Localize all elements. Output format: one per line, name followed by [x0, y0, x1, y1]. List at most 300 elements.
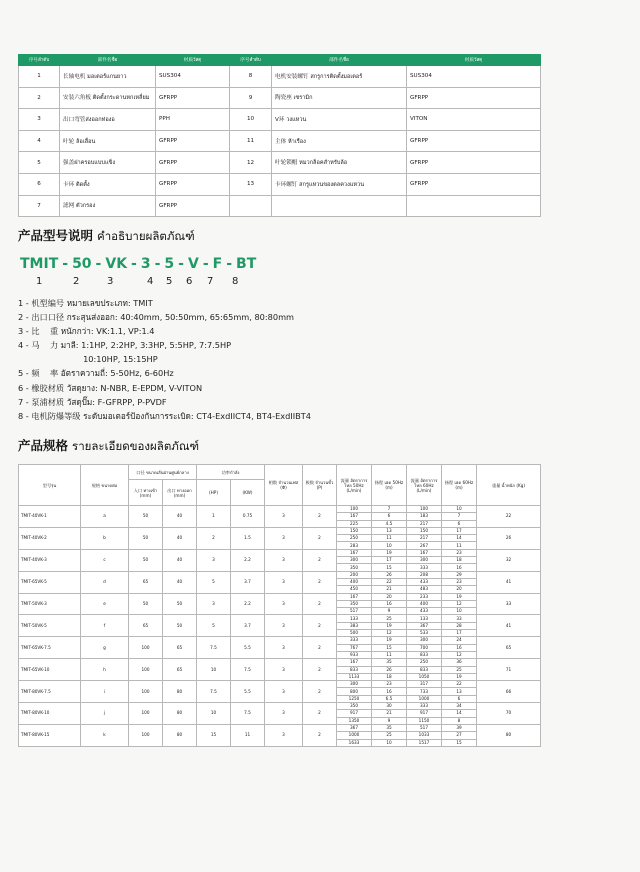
- spec-head60: 17: [442, 527, 477, 534]
- spec-head50: 9: [372, 608, 407, 615]
- code-part: BT: [236, 256, 257, 272]
- spec-flow60: 733: [407, 688, 442, 695]
- spec-head50: 15: [372, 564, 407, 571]
- spec-kw: 2.2: [231, 549, 265, 571]
- spec-header-weight: 重量 น้ำหนัก (Kg): [477, 465, 541, 506]
- spec-flow60: 317: [407, 681, 442, 688]
- part-material: GFRPP: [407, 173, 541, 195]
- spec-flow50: 250: [337, 535, 372, 542]
- spec-head50: 25: [372, 615, 407, 622]
- part-material: SUS304: [156, 66, 230, 88]
- spec-line: 8 - 电机防爆等级 ระดับมอเตอร์ป้องกันการระเบิด: CT4-ExdIICT4, BT4-ExdIIBT4: [18, 410, 311, 421]
- spec-head60: 17: [442, 630, 477, 637]
- spec-header-flow50: 流量 อัตราการไหล 50Hz (L/min): [337, 465, 372, 506]
- part-material: VITON: [407, 109, 541, 131]
- spec-flow50: 517: [337, 608, 372, 615]
- spec-kw: 2.2: [231, 593, 265, 615]
- model-code: [18, 256, 258, 272]
- spec-flow60: 300: [407, 637, 442, 644]
- spec-row: [19, 506, 541, 513]
- spec-model: TMIT-65VK-10: [19, 659, 81, 681]
- spec-head50: 26: [372, 666, 407, 673]
- spec-line: 7 - 泵浦材质 วัสดุปั๊ม: F-GFRPP, P-PVDF: [18, 396, 167, 407]
- spec-head60: 20: [442, 586, 477, 593]
- part-number: 13: [230, 173, 272, 195]
- spec-outlet: 65: [163, 659, 197, 681]
- spec-line: 2 - 出口口径 กระสุนส่งออก: 40:40mm, 50:50mm, 65:65mm, 80:80mm: [18, 312, 295, 323]
- parts-row: [19, 152, 541, 174]
- part-number: 9: [230, 87, 272, 109]
- spec-flow60: 1033: [407, 732, 442, 739]
- spec-head60: 28: [442, 622, 477, 629]
- part-number: 1: [19, 66, 60, 88]
- part-name: 陶瓷座 เซรามิก: [272, 87, 407, 109]
- spec-phase: 3: [265, 615, 303, 637]
- code-part: VK: [105, 256, 128, 272]
- code-separator: -: [178, 256, 184, 272]
- part-material: GFRPP: [407, 130, 541, 152]
- spec-flow60: 267: [407, 542, 442, 549]
- spec-model: TMIT-50VK-3: [19, 593, 81, 615]
- part-number: 6: [19, 173, 60, 195]
- spec-kw: 0.75: [231, 506, 265, 528]
- spec-head60: 36: [442, 659, 477, 666]
- spec-inlet: 50: [129, 593, 163, 615]
- spec-head50: 16: [372, 688, 407, 695]
- spec-size: i: [81, 681, 129, 703]
- part-number: 12: [230, 152, 272, 174]
- spec-hp: 10: [197, 703, 231, 725]
- part-name: 卡环 ติดตั้ง: [60, 173, 156, 195]
- part-name: 长轴电机 มอเตอร์แกนยาว: [60, 66, 156, 88]
- header-material: 材质วัสดุ: [156, 55, 230, 66]
- spec-model: TMIT-40VK-2: [19, 527, 81, 549]
- part-material: GFRPP: [407, 152, 541, 174]
- spec-head50: 4.5: [372, 520, 407, 527]
- spec-model: TMIT-50VK-5: [19, 615, 81, 637]
- spec-header-outlet: 出口 ทางออก (mm): [163, 480, 197, 506]
- spec-inlet: 65: [129, 571, 163, 593]
- spec-row: [19, 549, 541, 556]
- part-name: [272, 195, 407, 217]
- spec-head50: 18: [372, 673, 407, 680]
- spec-head60: 19: [442, 673, 477, 680]
- spec-outlet: 40: [163, 571, 197, 593]
- spec-size: b: [81, 527, 129, 549]
- spec-flow50: 167: [337, 549, 372, 556]
- spec-weight: 41: [477, 615, 541, 637]
- spec-head60: 34: [442, 703, 477, 710]
- spec-phase: 3: [265, 506, 303, 528]
- spec-flow60: 517: [407, 724, 442, 731]
- spec-header-model: 型号รุ่น: [19, 465, 81, 506]
- spec-head50: 11: [372, 651, 407, 658]
- spec-head60: 8: [442, 717, 477, 724]
- spec-row: [19, 681, 541, 688]
- spec-head60: 12: [442, 651, 477, 658]
- spec-row: [19, 637, 541, 644]
- spec-flow60: 833: [407, 666, 442, 673]
- spec-phase: 3: [265, 659, 303, 681]
- spec-flow50: 450: [337, 586, 372, 593]
- spec-flow60: 233: [407, 593, 442, 600]
- spec-flow60: 100: [407, 506, 442, 513]
- spec-weight: 22: [477, 506, 541, 528]
- spec-poles: 2: [303, 615, 337, 637]
- spec-head60: 18: [442, 557, 477, 564]
- spec-header-flow60: 流量 อัตราการไหล 60Hz (L/min): [407, 465, 442, 506]
- spec-row: [19, 659, 541, 666]
- part-name: V环 วงแหวน: [272, 109, 407, 131]
- spec-head60: 25: [442, 666, 477, 673]
- spec-phase: 3: [265, 703, 303, 725]
- part-number: 10: [230, 109, 272, 131]
- spec-flow50: 400: [337, 578, 372, 585]
- spec-outlet: 40: [163, 527, 197, 549]
- spec-outlet: 65: [163, 637, 197, 659]
- spec-flow50: 133: [337, 615, 372, 622]
- spec-flow50: 200: [337, 571, 372, 578]
- parts-row: [19, 87, 541, 109]
- spec-head50: 6.5: [372, 695, 407, 702]
- code-separator: -: [226, 256, 233, 272]
- code-number: 4: [147, 276, 154, 287]
- spec-outlet: 80: [163, 681, 197, 703]
- spec-inlet: 100: [129, 703, 163, 725]
- spec-kw: 1.5: [231, 527, 265, 549]
- spec-line: 1 - 机型编号 หมายเลขประเภท: TMIT: [18, 298, 153, 308]
- part-material: SUS304: [407, 66, 541, 88]
- spec-row: [19, 703, 541, 710]
- part-number: 8: [230, 66, 272, 88]
- spec-weight: 71: [477, 659, 541, 681]
- spec-head60: 6: [442, 695, 477, 702]
- parts-row: [19, 109, 541, 131]
- spec-size: c: [81, 549, 129, 571]
- header-material: 材质วัสดุ: [407, 55, 541, 66]
- part-name: 滤网 ตัวกรอง: [60, 195, 156, 217]
- spec-hp: 5: [197, 571, 231, 593]
- spec-flow60: 133: [407, 615, 442, 622]
- part-number: 2: [19, 87, 60, 109]
- spec-flow50: 167: [337, 593, 372, 600]
- spec-hp: 1: [197, 506, 231, 528]
- spec-poles: 2: [303, 637, 337, 659]
- spec-line: 3 - 比 重 หนักกว่า: VK:1.1, VP:1.4: [18, 326, 155, 337]
- spec-flow50: 350: [337, 703, 372, 710]
- spec-hp: 3: [197, 593, 231, 615]
- spec-size: g: [81, 637, 129, 659]
- spec-head50: 25: [372, 732, 407, 739]
- spec-flow50: 367: [337, 724, 372, 731]
- spec-flow60: 150: [407, 527, 442, 534]
- part-material: GFRPP: [156, 152, 230, 174]
- spec-line: 10:10HP, 15:15HP: [18, 354, 158, 365]
- spec-flow50: 917: [337, 710, 372, 717]
- code-separator: -: [202, 256, 209, 272]
- spec-head60: 14: [442, 535, 477, 542]
- spec-head60: 10: [442, 608, 477, 615]
- spec-poles: 2: [303, 571, 337, 593]
- spec-head60: 6: [442, 520, 477, 527]
- model-title-cn: 产品型号说明: [18, 228, 94, 243]
- spec-flow60: 250: [407, 659, 442, 666]
- header-no: 序号ลำดับ: [19, 55, 60, 66]
- spec-flow50: 350: [337, 600, 372, 607]
- code-number: 5: [166, 276, 173, 287]
- spec-phase: 3: [265, 681, 303, 703]
- spec-head50: 11: [372, 535, 407, 542]
- spec-header-poles: 极数 จำนวนขั้ว (P): [303, 465, 337, 506]
- spec-flow60: 333: [407, 564, 442, 571]
- spec-flow60: 300: [407, 557, 442, 564]
- spec-row: [19, 593, 541, 600]
- parts-row: [19, 195, 541, 217]
- part-name: 卡环螺钉 สกรูแหวนของตลควงแหวน: [272, 173, 407, 195]
- spec-model: TMIT-40VK-1: [19, 506, 81, 528]
- spec-header-size: 规格 ขนาดต่อ: [81, 465, 129, 506]
- spec-outlet: 40: [163, 506, 197, 528]
- spec-flow60: 367: [407, 622, 442, 629]
- part-number: 4: [19, 130, 60, 152]
- spec-size: j: [81, 703, 129, 725]
- spec-head60: 19: [442, 593, 477, 600]
- spec-row: [19, 724, 541, 731]
- spec-flow50: 800: [337, 688, 372, 695]
- part-name: 主体 ห้าเรือง: [272, 130, 407, 152]
- part-name: 强盖ฝาครอบแบบแข็ง: [60, 152, 156, 174]
- spec-head60: 13: [442, 688, 477, 695]
- spec-line: 6 - 橡胶材质 วัสดุยาง: N-NBR, E-EPDM, V-VITON: [18, 382, 203, 393]
- spec-section-title: [18, 436, 199, 456]
- spec-poles: 2: [303, 549, 337, 571]
- code-part: V: [187, 256, 199, 272]
- spec-outlet: 40: [163, 549, 197, 571]
- spec-poles: 2: [303, 527, 337, 549]
- spec-phase: 3: [265, 571, 303, 593]
- part-number: 7: [19, 195, 60, 217]
- spec-head60: 11: [442, 542, 477, 549]
- part-number: [230, 195, 272, 217]
- spec-flow60: 700: [407, 644, 442, 651]
- spec-head50: 15: [372, 644, 407, 651]
- spec-head60: 15: [442, 739, 477, 746]
- spec-inlet: 50: [129, 527, 163, 549]
- spec-head60: 39: [442, 724, 477, 731]
- spec-kw: 5.5: [231, 681, 265, 703]
- spec-flow50: 833: [337, 666, 372, 673]
- spec-flow50: 1000: [337, 732, 372, 739]
- part-number: 3: [19, 109, 60, 131]
- spec-flow50: 300: [337, 557, 372, 564]
- spec-head60: 23: [442, 578, 477, 585]
- spec-weight: 41: [477, 571, 541, 593]
- spec-kw: 11: [231, 724, 265, 746]
- spec-header-phase: 相数 จำนวนเฟส (Φ): [265, 465, 303, 506]
- spec-flow50: 167: [337, 513, 372, 520]
- spec-head50: 22: [372, 578, 407, 585]
- spec-flow50: 1633: [337, 739, 372, 746]
- spec-weight: 33: [477, 593, 541, 615]
- spec-head60: 16: [442, 644, 477, 651]
- parts-header-row: [19, 55, 541, 66]
- spec-inlet: 100: [129, 681, 163, 703]
- spec-flow50: 767: [337, 644, 372, 651]
- spec-kw: 7.5: [231, 659, 265, 681]
- spec-head60: 29: [442, 571, 477, 578]
- parts-table: [18, 54, 541, 217]
- spec-flow50: 167: [337, 659, 372, 666]
- spec-flow50: 333: [337, 637, 372, 644]
- spec-title-cn: 产品规格: [18, 438, 69, 453]
- spec-weight: 26: [477, 527, 541, 549]
- spec-model: TMIT-65VK-7.5: [19, 637, 81, 659]
- spec-hp: 15: [197, 724, 231, 746]
- spec-head50: 17: [372, 557, 407, 564]
- spec-inlet: 100: [129, 659, 163, 681]
- spec-inlet: 100: [129, 724, 163, 746]
- spec-head50: 21: [372, 710, 407, 717]
- code-number: 1: [36, 276, 43, 287]
- spec-outlet: 80: [163, 703, 197, 725]
- spec-head50: 23: [372, 681, 407, 688]
- spec-poles: 2: [303, 703, 337, 725]
- parts-row: [19, 66, 541, 88]
- part-material: GFRPP: [156, 87, 230, 109]
- spec-flow60: 1000: [407, 695, 442, 702]
- spec-flow60: 167: [407, 549, 442, 556]
- part-name: 电机安装螺钉 สกรูการติดตั้งมอเตอร์: [272, 66, 407, 88]
- spec-head50: 19: [372, 637, 407, 644]
- code-number: 7: [207, 276, 214, 287]
- spec-poles: 2: [303, 681, 337, 703]
- spec-flow50: 1350: [337, 717, 372, 724]
- spec-weight: 66: [477, 681, 541, 703]
- spec-flow60: 208: [407, 571, 442, 578]
- spec-kw: 7.5: [231, 703, 265, 725]
- part-material: PPH: [156, 109, 230, 131]
- spec-model: TMIT-65VK-5: [19, 571, 81, 593]
- spec-head50: 35: [372, 659, 407, 666]
- part-name: 叶轮 ล้อเลื่อน: [60, 130, 156, 152]
- spec-weight: 65: [477, 637, 541, 659]
- spec-header-caliber: 口径 ขนาดเส้นผ่านศูนย์กลาง: [129, 465, 197, 480]
- spec-model: TMIT-80VK-15: [19, 724, 81, 746]
- spec-head60: 10: [442, 506, 477, 513]
- spec-flow50: 1250: [337, 695, 372, 702]
- code-part: TMIT: [20, 256, 59, 272]
- spec-head50: 19: [372, 549, 407, 556]
- spec-inlet: 50: [129, 549, 163, 571]
- spec-head60: 22: [442, 681, 477, 688]
- spec-inlet: 65: [129, 615, 163, 637]
- spec-size: k: [81, 724, 129, 746]
- spec-phase: 3: [265, 637, 303, 659]
- spec-table: [18, 464, 541, 747]
- spec-row: [19, 527, 541, 534]
- spec-poles: 2: [303, 593, 337, 615]
- spec-header-head50: 扬程 เฮด 50Hz (m): [372, 465, 407, 506]
- spec-hp: 10: [197, 659, 231, 681]
- spec-hp: 5: [197, 615, 231, 637]
- part-number: 11: [230, 130, 272, 152]
- spec-model: TMIT-80VK-7.5: [19, 681, 81, 703]
- spec-flow60: 183: [407, 513, 442, 520]
- part-material: GFRPP: [156, 195, 230, 217]
- spec-head50: 35: [372, 724, 407, 731]
- spec-head60: 12: [442, 600, 477, 607]
- spec-poles: 2: [303, 506, 337, 528]
- spec-head60: 14: [442, 710, 477, 717]
- spec-head50: 26: [372, 571, 407, 578]
- part-material: GFRPP: [407, 87, 541, 109]
- spec-row: [19, 615, 541, 622]
- spec-head60: 24: [442, 637, 477, 644]
- spec-hp: 7.5: [197, 637, 231, 659]
- part-material: GFRPP: [156, 173, 230, 195]
- spec-flow60: 217: [407, 535, 442, 542]
- spec-flow50: 500: [337, 630, 372, 637]
- spec-flow60: 333: [407, 703, 442, 710]
- spec-size: e: [81, 593, 129, 615]
- spec-line: 4 - 马 力 มาลี: 1:1HP, 2:2HP, 3:3HP, 5:5HP, 7:7.5HP: [18, 340, 232, 351]
- spec-flow60: 1150: [407, 717, 442, 724]
- spec-header-hp: (HP): [197, 480, 231, 506]
- spec-poles: 2: [303, 724, 337, 746]
- spec-flow60: 217: [407, 520, 442, 527]
- part-number: 5: [19, 152, 60, 174]
- spec-flow60: 483: [407, 586, 442, 593]
- spec-kw: 5.5: [231, 637, 265, 659]
- part-name: 出口弯管ส่งออกท่องอ: [60, 109, 156, 131]
- spec-outlet: 80: [163, 724, 197, 746]
- spec-flow60: 917: [407, 710, 442, 717]
- spec-head50: 20: [372, 593, 407, 600]
- spec-header-kw: (KW): [231, 480, 265, 506]
- model-code-numbers: [18, 276, 278, 288]
- code-number: 6: [186, 276, 193, 287]
- code-part: 50: [72, 256, 92, 272]
- spec-size: a: [81, 506, 129, 528]
- part-name: 叶轮锁帽 หมวกล็อคสำหรับล้อ: [272, 152, 407, 174]
- spec-head50: 10: [372, 542, 407, 549]
- spec-head50: 30: [372, 703, 407, 710]
- spec-header-inlet: 入口 ทางเข้า (mm): [129, 480, 163, 506]
- spec-hp: 3: [197, 549, 231, 571]
- spec-flow50: 100: [337, 506, 372, 513]
- code-number: 2: [73, 276, 80, 287]
- spec-head50: 21: [372, 586, 407, 593]
- spec-flow60: 1517: [407, 739, 442, 746]
- code-number: 8: [232, 276, 239, 287]
- model-title-thai: คำอธิบายผลิตภัณฑ์: [97, 229, 195, 243]
- spec-flow50: 225: [337, 520, 372, 527]
- spec-head60: 16: [442, 564, 477, 571]
- spec-head50: 13: [372, 527, 407, 534]
- spec-outlet: 50: [163, 593, 197, 615]
- spec-flow60: 1050: [407, 673, 442, 680]
- part-name: 安装六角板 ติดตั้งกระดานหกเหลี่ยม: [60, 87, 156, 109]
- spec-flow50: 283: [337, 542, 372, 549]
- spec-head50: 7: [372, 506, 407, 513]
- header-part: 部件名ชื่อ: [60, 55, 156, 66]
- spec-head50: 9: [372, 717, 407, 724]
- spec-phase: 3: [265, 527, 303, 549]
- spec-head50: 6: [372, 513, 407, 520]
- spec-head50: 12: [372, 630, 407, 637]
- spec-kw: 3.7: [231, 615, 265, 637]
- spec-head60: 27: [442, 732, 477, 739]
